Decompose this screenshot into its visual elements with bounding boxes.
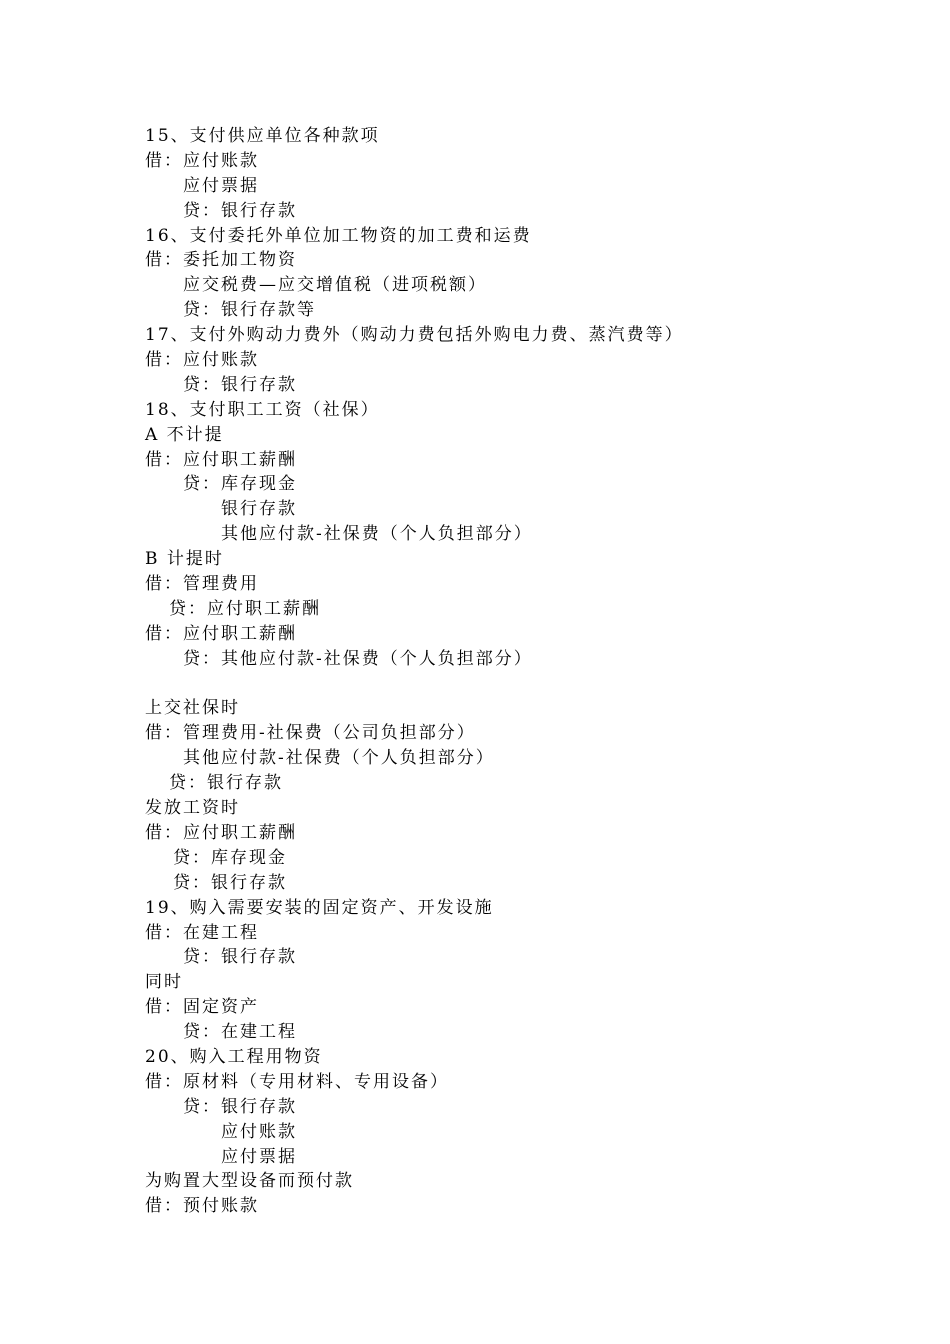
text-line: 19、购入需要安装的固定资产、开发设施 [145,897,494,918]
text-line: 借：委托加工物资 [145,250,297,271]
text-line: 借：应付账款 [145,350,259,371]
text-line: 借：原材料（专用材料、专用设备） [145,1071,449,1092]
text-line: 为购置大型设备而预付款 [145,1171,354,1192]
journal-entries-text [145,124,905,1219]
text-line: 同时 [145,972,183,993]
text-line: 贷：银行存款 [183,374,297,395]
text-line: 贷：库存现金 [183,474,297,495]
text-line: 其他应付款-社保费（个人负担部分） [183,748,495,769]
text-line: 借：管理费用-社保费（公司负担部分） [145,723,476,744]
text-line: 17、支付外购动力费外（购动力费包括外购电力费、蒸汽费等） [145,325,684,346]
text-line: 借：预付账款 [145,1196,259,1217]
text-line: 借：应付职工薪酬 [145,449,297,470]
text-line: 16、支付委托外单位加工物资的加工费和运费 [145,225,532,246]
text-line: 上交社保时 [145,698,240,719]
text-line: 贷：银行存款等 [183,300,316,321]
text-line: 借：应付职工薪酬 [145,822,297,843]
text-line: 贷：银行存款 [183,200,297,221]
text-line: 贷：库存现金 [173,847,287,868]
text-line: 15、支付供应单位各种款项 [145,126,380,146]
text-line: 应付票据 [221,1146,297,1167]
text-line: 借：在建工程 [145,922,259,943]
text-line: 借：应付账款 [145,150,259,171]
text-line: 借：应付职工薪酬 [145,623,297,644]
text-line: 贷：银行存款 [173,872,287,893]
text-line: 借：管理费用 [145,574,259,595]
text-line: 其他应付款-社保费（个人负担部分） [221,524,533,545]
text-line: 贷：银行存款 [183,1096,297,1117]
text-line: 银行存款 [221,499,297,520]
text-line: 应付票据 [183,175,259,196]
text-line: 贷：应付职工薪酬 [169,598,321,619]
text-line: 贷：其他应付款-社保费（个人负担部分） [183,648,533,669]
text-line: 应交税费—应交增值税（进项税额） [183,275,487,296]
text-line [145,672,905,697]
text-line: 贷：银行存款 [183,947,297,968]
text-line: 发放工资时 [145,798,240,819]
text-line: 贷：在建工程 [183,1022,297,1043]
text-line: 贷：银行存款 [169,773,283,794]
text-line: 应付账款 [221,1121,297,1142]
text-line: A 不计提 [145,424,224,445]
text-line: 20、购入工程用物资 [145,1046,323,1067]
text-line: 借：固定资产 [145,997,259,1018]
text-line: B 计提时 [145,549,224,570]
text-line: 18、支付职工工资（社保） [145,399,380,420]
